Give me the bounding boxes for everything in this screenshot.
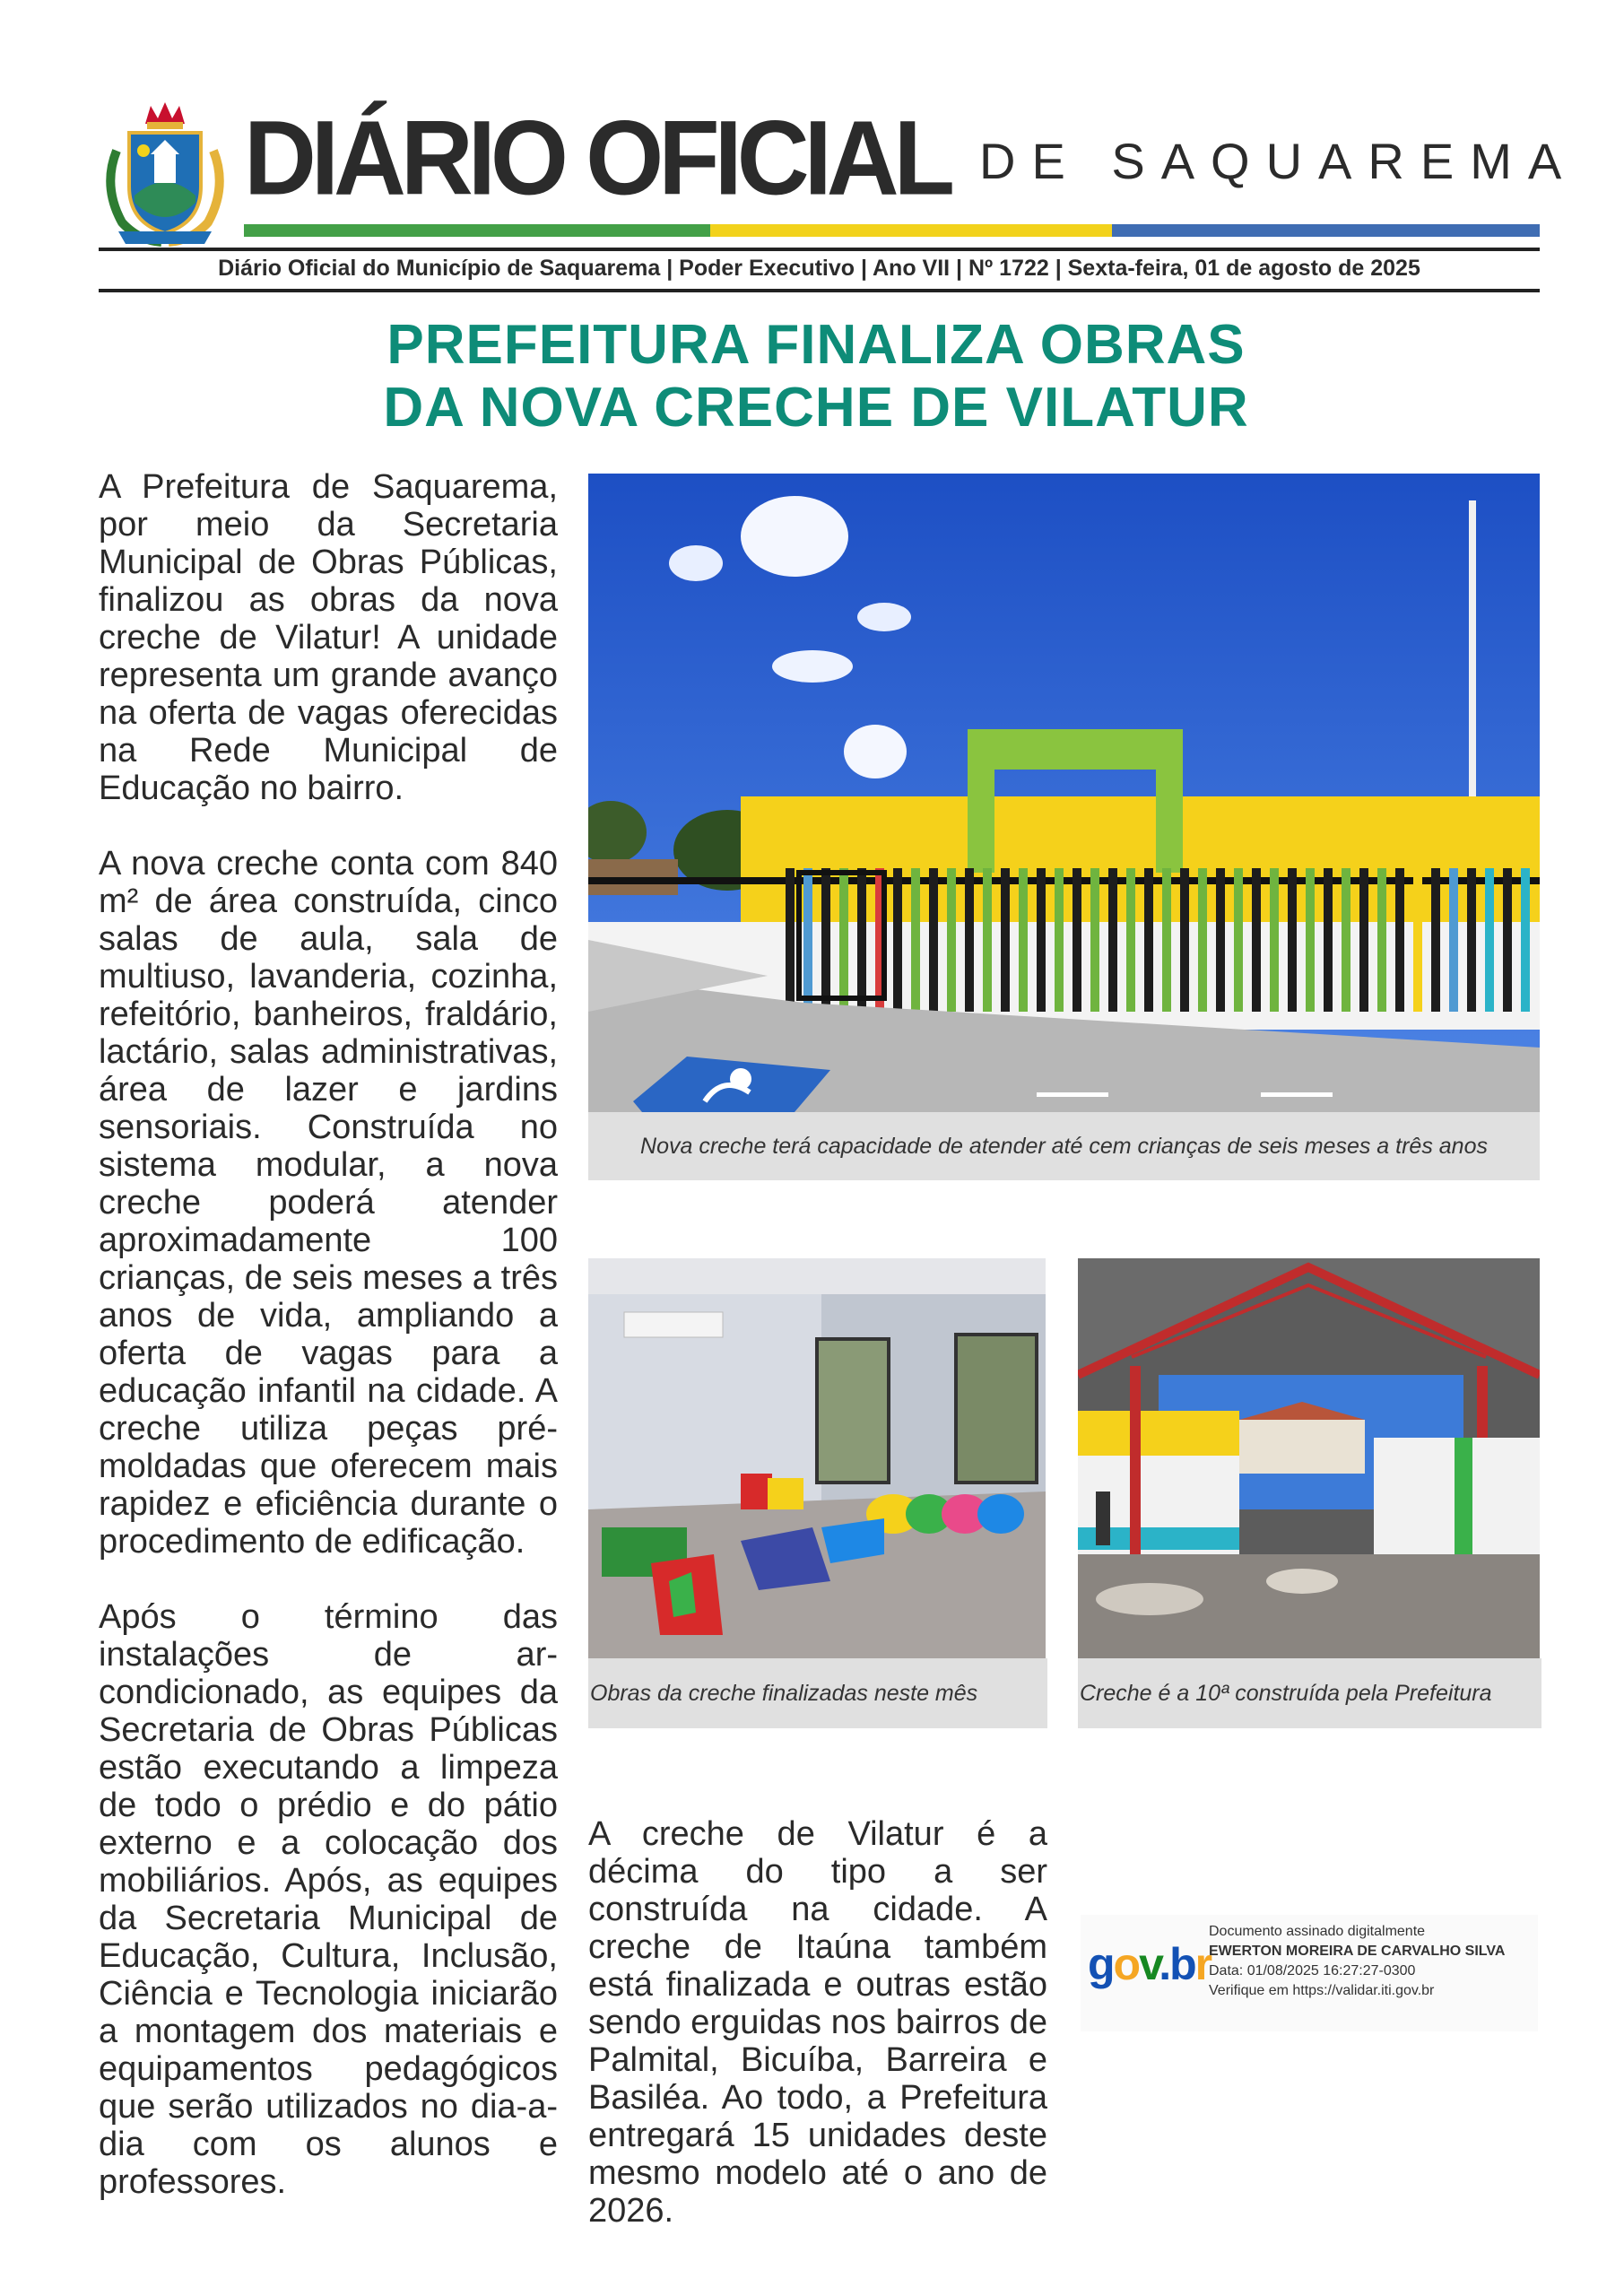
classroom-photo [588,1258,1046,1658]
paragraph-1: A Prefeitura de Saquarema, por meio da Secretaria Municipal de Obras Públicas, finalizou as obras da nova creche de Vilatur! A unidade representa um grande avanço na oferta de vagas oferecidas na Rede Municipal de Educação no bairro. [99,468,558,807]
paragraph-3: Após o término das instalações de ar-condicionado, as equipes da Secretaria de Obras Públicas estão executando a limpeza de todo o prédio e do pátio externo e a colocação dos mobiliários. Após, as equipes da Secretaria Municipal de Educação, Cultura, Inclusão, Ciência e Tecnologia iniciarão a montagem dos materiais e equipamentos pedagógicos que serão utilizados no dia-a-dia com os alunos e professores. [99,1598,558,2201]
masthead-color-bar [244,224,1540,237]
paragraph-4: A creche de Vilatur é a décima do tipo a ser construída na cidade. A creche de Itaúna também está finalizada e outras estão sendo erguidas nos bairros de Palmital, Bicuíba, Barreira e Basiléa. Ao todo, a Prefeitura entregará 15 unidades deste mesmo modelo até o ano de 2026. [588,1815,1047,2230]
municipal-coat-of-arms-icon [99,97,231,249]
headline-line-1: PREFEITURA FINALIZA OBRAS [386,314,1246,376]
color-bar-yellow [710,224,1112,237]
photo-caption-1: Nova creche terá capacidade de atender até cem crianças de seis meses a três anos [588,1112,1540,1180]
color-bar-green [244,224,710,237]
article-column-left [99,468,558,2239]
dateline: Diário Oficial do Município de Saquarema | Poder Executivo | Ano VII | Nº 1722 | Sexta-feira, 01 de agosto de 2025 [218,256,1420,281]
covered-patio-photo [1078,1258,1540,1658]
article-column-right [588,1815,1047,2267]
masthead-subtitle: DE SAQUAREMA [979,133,1578,189]
govbr-logo: gov.br [1088,1939,1211,1989]
color-bar-blue [1112,224,1540,237]
article-headline [179,314,1453,439]
masthead-title: DIÁRIO OFICIAL [244,99,951,217]
creche-facade-photo [588,474,1540,1112]
photo-caption-3: Creche é a 10ª construída pela Prefeitura [1078,1658,1541,1728]
digital-signature-stamp [1081,1915,1538,2031]
headline-line-2: DA NOVA CRECHE DE VILATUR [383,377,1249,439]
photo-caption-2: Obras da creche finalizadas neste mês [588,1658,1047,1728]
signature-verify-link[interactable]: Verifique em https://validar.iti.gov.br [1209,1983,1435,1998]
masthead-rule-bottom [99,289,1540,292]
signature-details [1209,1922,1505,2001]
signer-name: EWERTON MOREIRA DE CARVALHO SILVA [1209,1944,1506,1959]
signature-heading: Documento assinado digitalmente [1209,1924,1426,1939]
signature-date: Data: 01/08/2025 16:27:27-0300 [1209,1963,1416,1979]
masthead-rule-top [99,248,1540,251]
paragraph-2: A nova creche conta com 840 m² de área construída, cinco salas de aula, sala de multiuso, lavanderia, cozinha, refeitório, banheiros, fraldário, lactário, salas administrativas, área de lazer e jardins sensoriais. Construída no sistema modular, a nova creche poderá atender aproximadamente 100 crianças, de seis meses a três anos de vida, ampliando a oferta de vagas para a educação infantil na cidade. A creche utiliza peças pré-moldadas que oferecem mais rapidez e eficiência durante o procedimento de edificação. [99,845,558,1561]
